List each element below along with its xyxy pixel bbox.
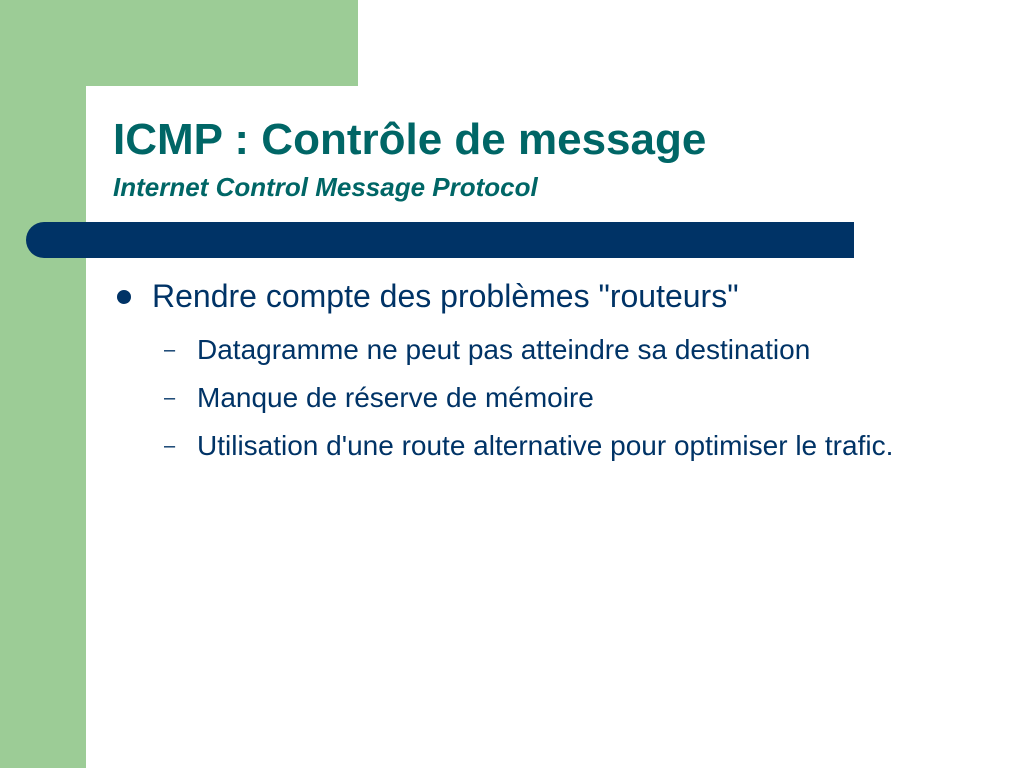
dash-icon: – (164, 435, 176, 457)
bullet-text: Rendre compte des problèmes "routeurs" (152, 278, 739, 314)
sub-bullet-item (160, 330, 980, 370)
sub-bullet-item (160, 378, 980, 418)
bullet-dot-icon (117, 290, 131, 304)
dash-icon: – (164, 339, 176, 361)
slide-title: ICMP : Contrôle de message (113, 115, 707, 164)
green-left-band (0, 0, 86, 768)
dash-icon: – (164, 387, 176, 409)
green-top-block (0, 0, 358, 86)
slide-subtitle: Internet Control Message Protocol (113, 172, 538, 202)
sub-bullet-text: Datagramme ne peut pas atteindre sa destination (197, 334, 811, 365)
sub-bullet-text: Manque de réserve de mémoire (197, 382, 594, 413)
sub-bullet-list (160, 330, 980, 474)
title-divider-bar (26, 222, 854, 258)
sub-bullet-text: Utilisation d'une route alternative pour optimiser le trafic. (197, 430, 894, 461)
sub-bullet-item (160, 426, 980, 466)
